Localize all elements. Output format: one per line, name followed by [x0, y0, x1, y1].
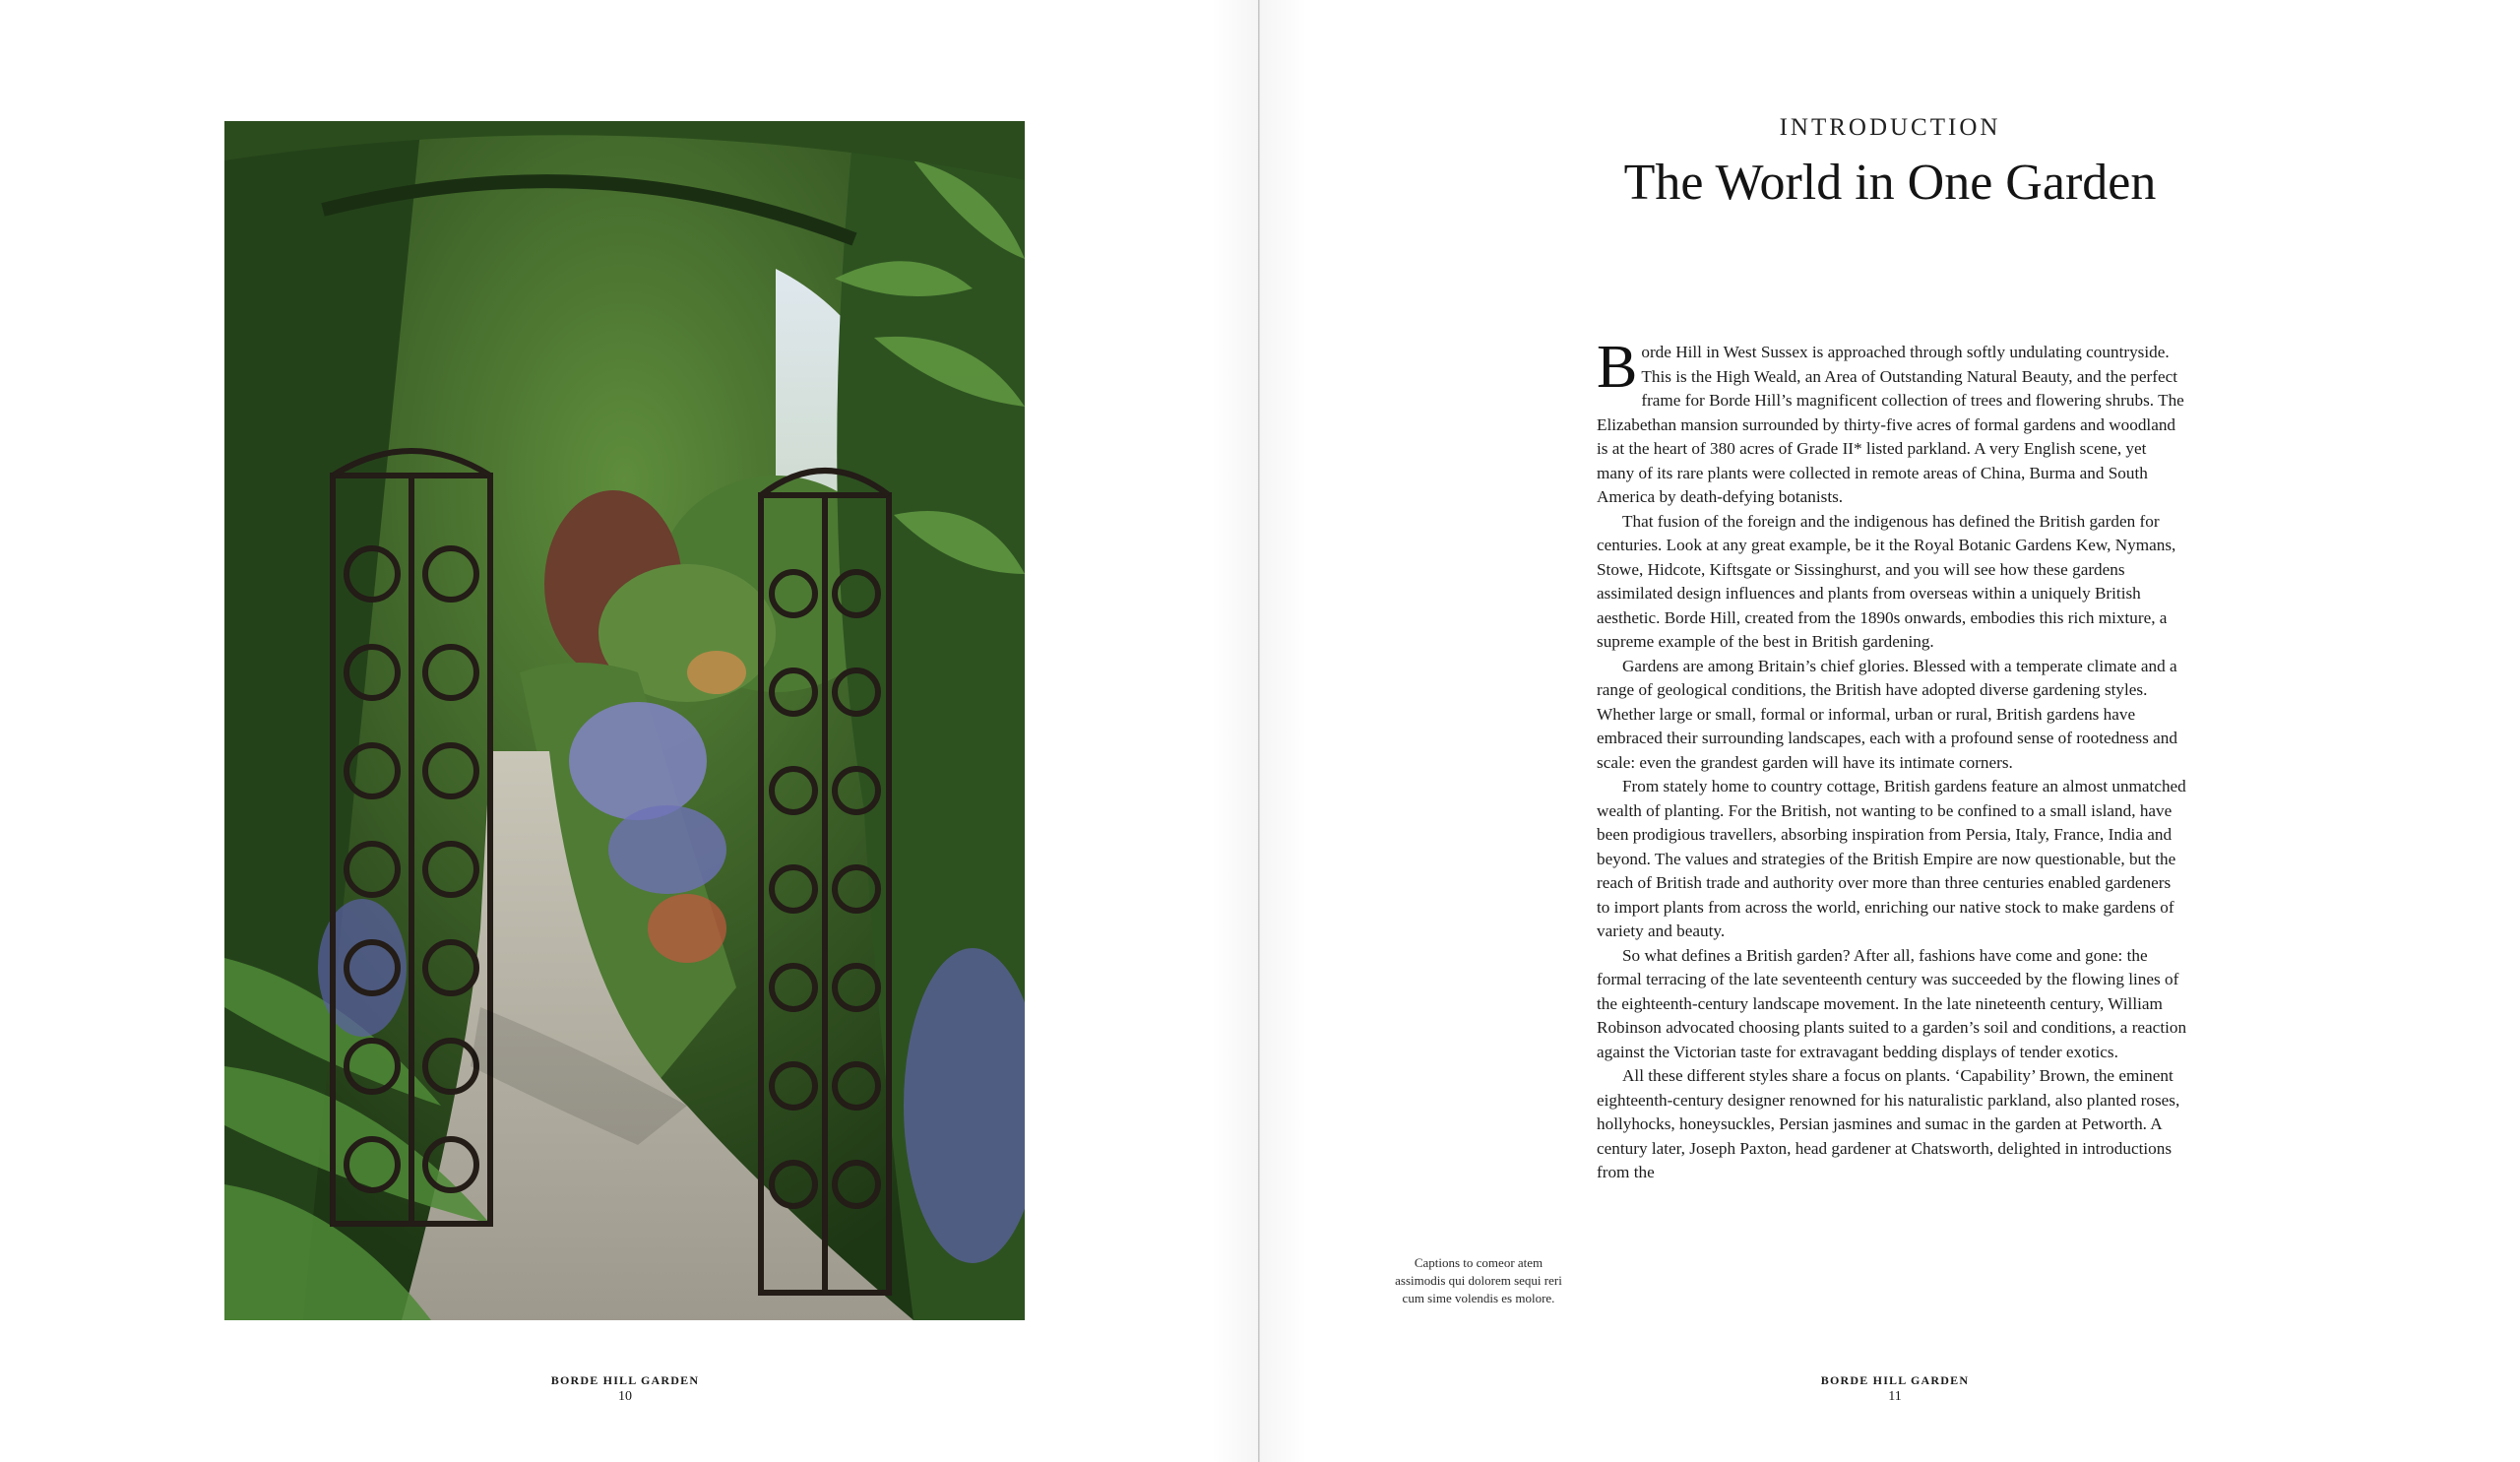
body-text — [1597, 334, 2187, 1185]
paragraph-2: That fusion of the foreign and the indigenous has defined the British garden for centuries. Look at any great example, be it the Royal Botanic Gardens Kew, Nymans, Stowe, Hidcote, Kiftsgate or Sissinghurst, and you will see how these gardens assimilated design influences and plants from overseas within a uniquely British aesthetic. Borde Hill, created from the 1890s onwards, embodies this rich mixture, a supreme example of the best in British gardening. — [1597, 511, 2176, 651]
left-page — [0, 0, 1258, 1462]
paragraph-3: Gardens are among Britain’s chief glories. Blessed with a temperate climate and a range of geological conditions, the British have adopted diverse gardening styles. Whether large or small, formal or informal, urban or rural, British gardens have embraced their surrounding landscapes, each with a profound sense of rootedness and scale: even the grandest garden will have its intimate corners. — [1597, 656, 2177, 772]
gutter-shadow-right — [1260, 0, 1307, 1462]
running-footer-title: BORDE HILL GARDEN — [1820, 1373, 1970, 1387]
drop-cap: B — [1597, 334, 1638, 401]
running-footer-title: BORDE HILL GARDEN — [550, 1373, 700, 1387]
page-number: 10 — [618, 1389, 632, 1404]
paragraph-5: So what defines a British garden? After all, fashions have come and gone: the formal terracing of the late seventeenth century was succeeded by the flowing lines of the eighteenth-century landscape movement. In the late nineteenth century, William Robinson advocated choosing plants suited to a garden’s soil and conditions, a reaction against the Victorian taste for extravagant bedding displays of tender exotics. — [1597, 945, 2187, 1061]
photo-caption: Captions to comeor atem assimodis qui dolorem sequi reri cum sime volendis es molore. — [1395, 1255, 1562, 1305]
gutter-shadow-left — [1211, 0, 1258, 1462]
left-folio — [477, 1372, 773, 1406]
garden-gate-photo — [224, 121, 1025, 1320]
chapter-kicker: INTRODUCTION — [1779, 114, 2001, 141]
paragraph-4: From stately home to country cottage, British gardens feature an almost unmatched wealth of planting. For the British, not wanting to be confined to a small island, have been prodigious travellers, absorbing inspiration from Persia, Italy, France, India and beyond. The values and strategies of the British Empire are now questionable, but the reach of British trade and authority over more than three centuries enabled gardeners to import plants from across the world, enriching our native stock to make gardens of variety and beauty. — [1597, 777, 2186, 940]
paragraph-1: Borde Hill in West Sussex is approached through softly undulating countryside. This is the High Weald, an Area of Outstanding Natural Beauty, and the perfect frame for Borde Hill’s magnificent collection of trees and flowering shrubs. The Elizabethan mansion surrounded by thirty-five acres of formal gardens and woodland is at the heart of 380 acres of Grade II* listed parkland. A very English scene, yet many of its rare plants were collected in remote areas of China, Burma and South America by death-defying botanists. — [1597, 334, 2184, 506]
paragraph-6: All these different styles share a focus on plants. ‘Capability’ Brown, the eminent eighteenth-century designer renowned for his naturalistic parkland, also planted roses, hollyhocks, honeysuckles, Persian jasmines and sumac in the garden at Petworth. A century later, Joseph Paxton, head gardener at Chatsworth, delighted in introductions from the — [1597, 1066, 2180, 1181]
right-folio — [1747, 1372, 2043, 1406]
chapter-title: The World in One Garden — [1623, 155, 2157, 211]
page-number: 11 — [1888, 1389, 1902, 1404]
